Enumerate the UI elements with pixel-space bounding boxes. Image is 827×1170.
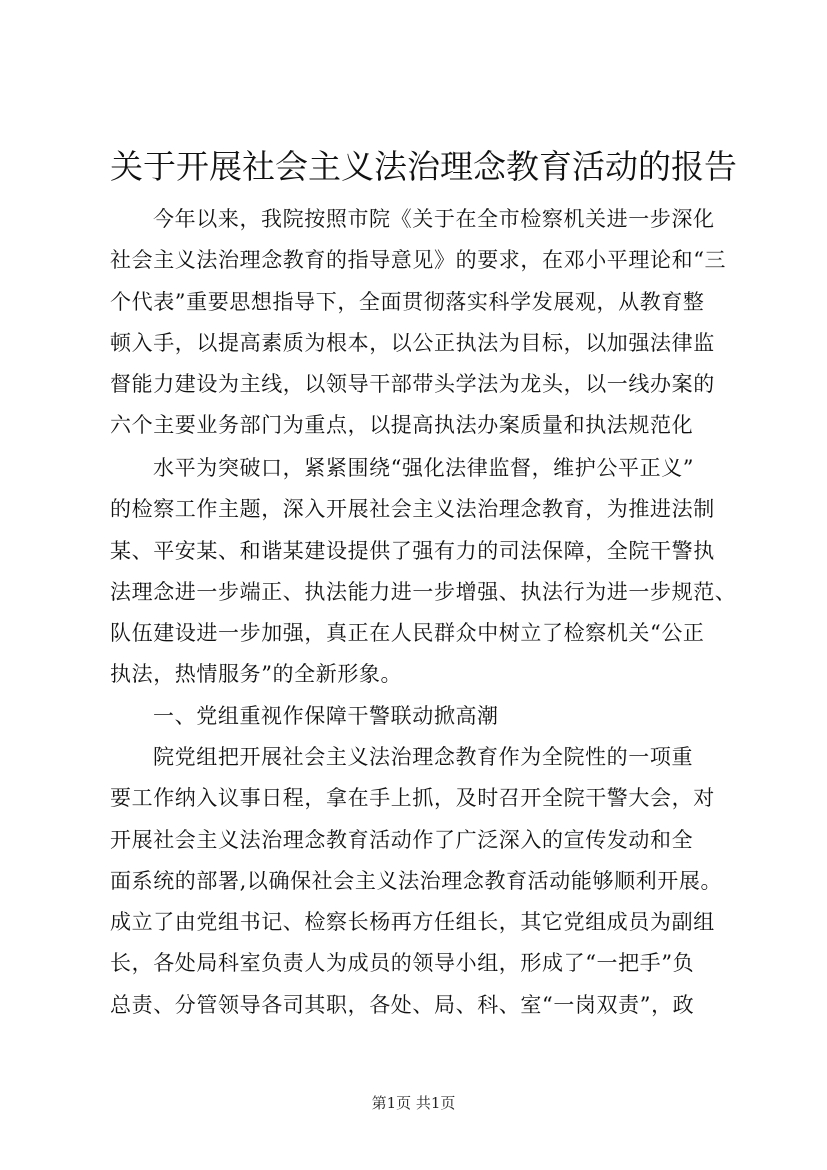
paragraph-line: 个代表”重要思想指导下，全面贯彻落实科学发展观，从教育整 <box>110 289 705 314</box>
paragraph-line: 面系统的部署,以确保社会主义法治理念教育活动能够顺利开展。 <box>110 868 723 893</box>
paragraph-line: 要工作纳入议事日程，拿在手上抓，及时召开全院干警大会，对 <box>110 786 715 811</box>
paragraph-line: 某、平安某、和谐某建设提供了强有力的司法保障，全院干警执 <box>110 538 715 563</box>
paragraph-line: 长，各处局科室负责人为成员的领导小组，形成了“一把手”负 <box>110 951 695 976</box>
paragraph-line: 社会主义法治理念教育的指导意见》的要求，在邓小平理论和“三 <box>110 248 727 273</box>
paragraph-line: 今年以来，我院按照市院《关于在全市检察机关进一步深化 <box>153 207 715 231</box>
paragraph-line: 六个主要业务部门为重点，以提高执法办案质量和执法规范化 <box>110 413 694 438</box>
paragraph-line: 成立了由党组书记、检察长杨再方任组长，其它党组成员为副组 <box>110 910 715 935</box>
paragraph-continuation <box>110 448 737 696</box>
paragraph-line: 队伍建设进一步加强，真正在人民群众中树立了检察机关“公正 <box>110 621 705 646</box>
page-number-footer: 第1页 共1页 <box>371 1094 456 1112</box>
section-heading <box>110 696 717 737</box>
paragraph-intro <box>110 199 727 447</box>
section-heading-text: 一、党组重视作保障干警联动掀高潮 <box>153 704 499 728</box>
document-title: 关于开展社会主义法治理念教育活动的报告 <box>110 147 737 186</box>
paragraph-line: 执法，热情服务”的全新形象。 <box>110 662 403 687</box>
paragraph-line: 法理念进一步端正、执法能力进一步增强、执法行为进一步规范、 <box>110 579 737 604</box>
paragraph-line: 院党组把开展社会主义法治理念教育作为全院性的一项重 <box>153 745 694 769</box>
paragraph-line: 总责、分管领导各司其职，各处、局、科、室“一岗双责”，政 <box>110 992 695 1017</box>
paragraph-line: 督能力建设为主线，以领导干部带头学法为龙头，以一线办案的 <box>110 372 715 397</box>
paragraph-line: 水平为突破口，紧紧围绕“强化法律监督，维护公平正义” <box>153 456 695 480</box>
paragraph-section-one <box>110 737 723 1026</box>
paragraph-line: 顿入手，以提高素质为根本，以公正执法为目标，以加强法律监 <box>110 330 715 355</box>
paragraph-line: 的检察工作主题，深入开展社会主义法治理念教育，为推进法制 <box>110 497 715 522</box>
paragraph-line: 开展社会主义法治理念教育活动作了广泛深入的宣传发动和全 <box>110 827 694 852</box>
